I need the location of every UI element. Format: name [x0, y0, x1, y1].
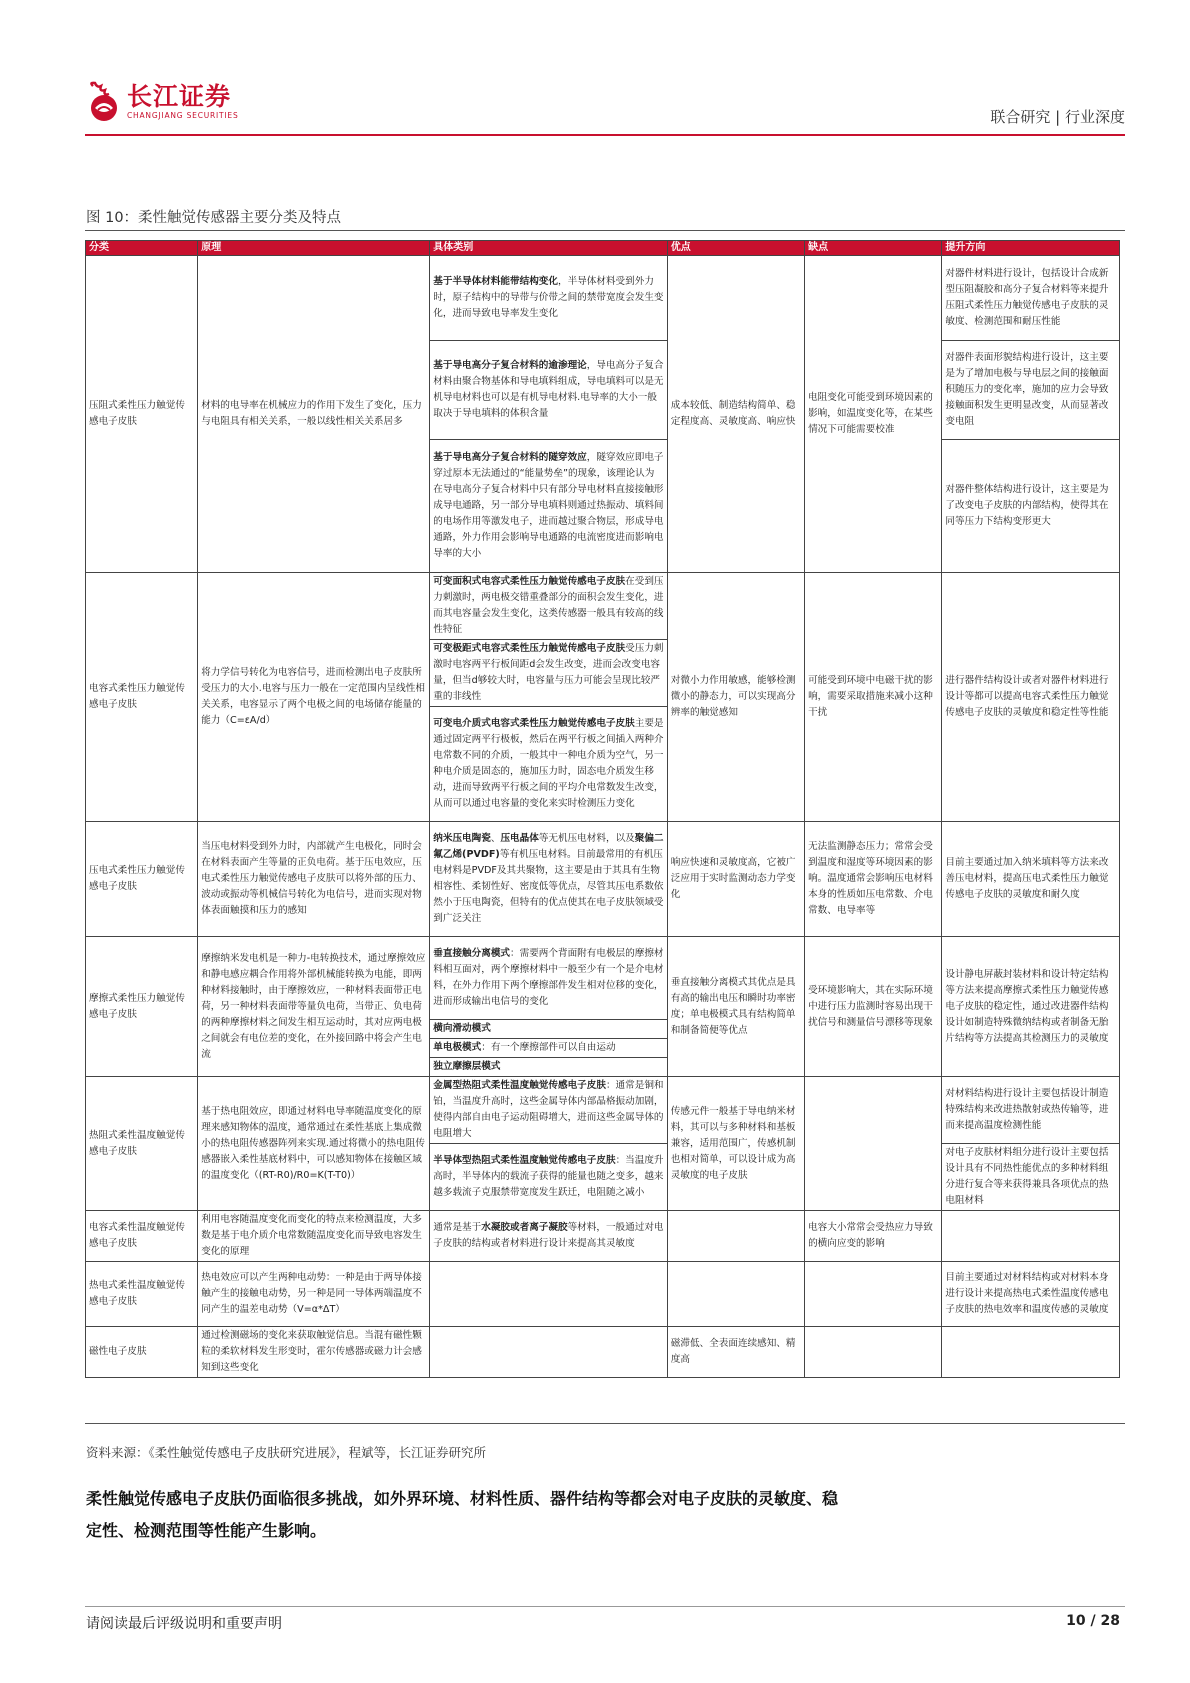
cell-improvement: 对器件整体结构进行设计，这主要是为了改变电子皮肤的内部结构，使得其在同等压力下结构变形更大	[942, 440, 1120, 573]
cell-improvement: 进行器件结构设计或者对器件材料进行设计等都可以提高电容式柔性压力触觉传感电子皮肤的灵敏度和稳定性等性能	[942, 573, 1120, 822]
cell-pros: 磁滞低、全表面连续感知、精度高	[667, 1327, 804, 1378]
col-header-cons: 缺点	[805, 241, 942, 256]
cell-subtype	[430, 640, 668, 707]
cell-principle: 热电效应可以产生两种电动势：一种是由于两导体接触产生的接触电动势，另一种是同一导体两端温度不同产生的温差电动势（V=α*ΔT）	[198, 1262, 430, 1327]
subtype-name: 独立摩擦层模式	[433, 1061, 501, 1072]
subtype-desc: 受压力刺激时电容两平行板间距d会发生改变，进而会改变电容量，但当d够较大时，电容量与压力可能会呈现比较严重的非线性	[433, 643, 664, 702]
cell-pros: 对微小力作用敏感，能够检测微小的静态力，可以实现高分辨率的触觉感知	[667, 573, 804, 822]
subtype-desc: 等无机压电材料，以及	[538, 833, 635, 844]
cell-principle: 利用电容随温度变化而变化的特点来检测温度，大多数是基于电介质介电常数随温度变化而导致电容发生变化的原理	[198, 1211, 430, 1262]
table-header-row	[86, 241, 1120, 256]
cell-cons: 受环境影响大，其在实际环境中进行压力监测时容易出现干扰信号和测量信号漂移等现象	[805, 937, 942, 1077]
cell-subtype	[430, 1144, 668, 1211]
figure-source: 资料来源：《柔性触觉传感电子皮肤研究进展》，程斌等，长江证券研究所	[86, 1445, 487, 1460]
phoenix-logo-icon	[85, 80, 123, 124]
table-row	[86, 1327, 1120, 1378]
subtype-name: 基于导电高分子复合材料的逾渗理论	[433, 360, 587, 371]
cell-subtype	[430, 573, 668, 640]
cell-improvement: 对材料结构进行设计主要包括设计制造特殊结构来改进热散射或热传输等，进而来提高温度检测性能	[942, 1077, 1120, 1144]
cell-cons: 可能受到环境中电磁干扰的影响，需要采取措施来减小这种干扰	[805, 573, 942, 822]
cell-principle: 基于热电阻效应，即通过材料电导率随温度变化的原理来感知物体的温度，通常通过在柔性基底上集成微小的热电阻传感器阵列来实现.通过将微小的热电阻传感器嵌入柔性基底材料中，可以感知物体在接触区域的温度变化（(RT-R0)/R0=K(T-T0)）	[198, 1077, 430, 1211]
cell-principle: 当压电材料受到外力时，内部就产生电极化，同时会在材料表面产生等量的正负电荷。基于压电效应，压电式柔性压力触觉传感电子皮肤可以将外部的压力、波动或振动等机械信号转化为电信号，进而实现对物体表面触摸和压力的感知	[198, 822, 430, 937]
cell-subtype	[430, 1262, 668, 1327]
cell-improvement	[942, 1211, 1120, 1262]
col-header-principle: 原理	[198, 241, 430, 256]
cell-improvement: 设计静电屏蔽封装材料和设计特定结构等方法来提高摩擦式柔性压力触觉传感电子皮肤的稳定性，通过改进器件结构设计如制造特殊微纳结构或者制备无胎片结构等方法提高其检测压力的灵敏度	[942, 937, 1120, 1077]
cell-subtype	[430, 707, 668, 822]
subtype-desc: ：需要两个背面附有电极层的摩擦材料相互面对，两个摩擦材料中一般至少有一个是介电材料，在外力作用下两个摩擦部件发生相对位移的变化，进而形成输出电信号的变化	[433, 948, 664, 1007]
logo-english-name: CHANGJIANG SECURITIES	[127, 111, 239, 120]
table-row	[86, 1211, 1120, 1262]
col-header-improvement: 提升方向	[942, 241, 1120, 256]
cell-pros: 垂直接触分离模式其优点是具有高的输出电压和瞬时功率密度；单电极模式具有结构简单和制备简便等优点	[667, 937, 804, 1077]
table-row	[86, 573, 1120, 640]
subtype-name: 纳米压电陶瓷	[433, 833, 491, 844]
subtype-desc: ，隧穿效应即电子穿过原本无法通过的“能量势垒”的现象，该理论认为在导电高分子复合材料中只有部分导电材料直接接触形成导电通路，另一部分导电填料则通过热振动、填料间的电场作用等激发电子，进而越过聚合物层，形成导电通路，外力作用会影响导电通路的电流密度进而影响电导率的大小	[433, 452, 664, 559]
cell-category: 压电式柔性压力触觉传感电子皮肤	[86, 822, 198, 937]
cell-improvement: 目前主要通过对材料结构或对材料本身进行设计来提高热电式柔性温度传感电子皮肤的热电效率和温度传感的灵敏度	[942, 1262, 1120, 1327]
cell-pros: 响应快速和灵敏度高，它被广泛应用于实时监测动态力学变化	[667, 822, 804, 937]
cell-pros	[667, 1211, 804, 1262]
subtype-name: 聚偏二氟乙烯(PVDF)	[433, 833, 664, 860]
cell-subtype	[430, 822, 668, 937]
table-row	[86, 937, 1120, 1020]
subtype-desc: ，导电高分子复合材料由聚合物基体和导电填料组成，导电填料可以是无机导电材料也可以是有机导电材料.电导率的大小一般取决于导电填料的体积含量	[433, 360, 664, 419]
cell-cons	[805, 1262, 942, 1327]
subtype-name: 横向滑动模式	[433, 1023, 491, 1034]
subtype-desc: 通常是基于	[433, 1222, 482, 1233]
subtype-name: 单电极模式	[433, 1042, 482, 1053]
cell-pros: 传感元件一般基于导电纳米材料，其可以与多种材料和基板兼容，适用范围广，传感机制也相对简单，可以设计成为高灵敏度的电子皮肤	[667, 1077, 804, 1211]
table-row	[86, 1262, 1120, 1327]
cell-subtype	[430, 341, 668, 440]
subtype-desc: ，半导体材料受到外力时，原子结构中的导带与价带之间的禁带宽度会发生变化，进而导致电导率发生变化	[433, 276, 664, 319]
subtype-name: 可变极距式电容式柔性压力触觉传感电子皮肤	[433, 643, 626, 654]
cell-improvement	[942, 1327, 1120, 1378]
cell-subtype	[430, 1211, 668, 1262]
cell-category: 磁性电子皮肤	[86, 1327, 198, 1378]
cell-cons	[805, 1077, 942, 1211]
source-divider	[85, 1423, 1125, 1424]
subtype-name: 压电晶体	[500, 833, 539, 844]
cell-improvement: 对电子皮肤材料组分进行设计主要包括设计具有不同热性能优点的多种材料组分进行复合等来获得兼具各项优点的热电阻材料	[942, 1144, 1120, 1211]
cell-category: 热阻式柔性温度触觉传感电子皮肤	[86, 1077, 198, 1211]
cell-cons: 电容大小常常会受热应力导致的横向应变的影响	[805, 1211, 942, 1262]
cell-subtype	[430, 1020, 668, 1039]
col-header-subtype: 具体类别	[430, 241, 668, 256]
sensor-classification-table	[85, 240, 1120, 1378]
cell-principle: 摩擦纳米发电机是一种力-电转换技术，通过摩擦效应和静电感应耦合作用将外部机械能转换为电能，即两种材料接触时，由于摩擦效应，一种材料表面带正电荷，另一种材料表面带等量负电荷，当带正、负电荷的两种摩擦材料之间发生相互运动时，其对应两电极之间就会有电位差的变化，在外接回路中将会产生电流	[198, 937, 430, 1077]
table-row	[86, 822, 1120, 937]
subtype-desc: 等材料，一般通过对电子皮肤的结构或者材料进行设计来提高其灵敏度	[433, 1222, 664, 1249]
subtype-desc: ：有一个摩擦部件可以自由运动	[481, 1042, 616, 1053]
cell-cons: 无法监测静态压力；常常会受到温度和湿度等环境因素的影响。温度通常会影响压电材料本身的性质如压电常数、介电常数、电导率等	[805, 822, 942, 937]
table-row	[86, 1077, 1120, 1144]
cell-cons	[805, 1327, 942, 1378]
footer-divider	[85, 1606, 1125, 1607]
subtype-desc: 主要是通过固定两平行极板，然后在两平行板之间插入两种介电常数不同的介质，一般其中一种电介质为空气，另一种电介质是固态的，施加压力时，固态电介质发生移动，进而导致两平行板之间的平均介电常数发生改变，从而可以通过电容量的变化来实时检测压力变化	[433, 718, 664, 809]
table-row	[86, 256, 1120, 341]
cell-subtype	[430, 1039, 668, 1058]
cell-pros	[667, 1262, 804, 1327]
figure-title: 图 10：柔性触觉传感器主要分类及特点	[86, 210, 342, 226]
cell-principle: 材料的电导率在机械应力的作用下发生了变化，压力与电阻具有相关关系，一般以线性相关关系居多	[198, 256, 430, 573]
cell-subtype	[430, 256, 668, 341]
col-header-category: 分类	[86, 241, 198, 256]
cell-category: 热电式柔性温度触觉传感电子皮肤	[86, 1262, 198, 1327]
body-paragraph: 柔性触觉传感电子皮肤仍面临很多挑战，如外界环境、材料性质、器件结构等都会对电子皮肤的灵敏度、稳定性、检测范围等性能产生影响。	[86, 1489, 839, 1540]
report-type: 联合研究 | 行业深度	[990, 108, 1125, 126]
footer-disclaimer: 请阅读最后评级说明和重要声明	[86, 1616, 282, 1632]
cell-category: 电容式柔性压力触觉传感电子皮肤	[86, 573, 198, 822]
cell-category: 电容式柔性温度触觉传感电子皮肤	[86, 1211, 198, 1262]
subtype-name: 基于半导体材料能带结构变化	[433, 276, 558, 287]
subtype-name: 金属型热阻式柔性温度触觉传感电子皮肤	[433, 1080, 606, 1091]
figure-title-divider	[85, 230, 1125, 231]
subtype-name: 可变面积式电容式柔性压力触觉传感电子皮肤	[433, 576, 626, 587]
logo-chinese-name: 长江证券	[127, 82, 232, 111]
cell-improvement: 对器件材料进行设计，包括设计合成新型压阻凝胶和高分子复合材料等来提升压阻式柔性压力触觉传感电子皮肤的灵敏度、检测范围和耐压性能	[942, 256, 1120, 341]
subtype-name: 水凝胶或者离子凝胶	[481, 1222, 568, 1233]
cell-cons: 电阻变化可能受到环境因素的影响，如温度变化等，在某些情况下可能需要校准	[805, 256, 942, 573]
header-divider	[85, 134, 1125, 136]
company-logo	[85, 80, 239, 124]
subtype-desc: 、	[490, 833, 501, 844]
subtype-name: 垂直接触分离模式	[433, 948, 511, 959]
subtype-desc: ：通常是铜和铂，当温度升高时，这些金属导体内部晶格振动加剧，使得内部自由电子运动阻碍增大，进而这些金属导体的电阻增大	[433, 1080, 664, 1139]
cell-improvement: 目前主要通过加入纳米填料等方法来改善压电材料，提高压电式柔性压力触觉传感电子皮肤的灵敏度和耐久度	[942, 822, 1120, 937]
cell-pros: 成本较低、制造结构简单、稳定程度高、灵敏度高、响应快	[667, 256, 804, 573]
page-number: 10 / 28	[1066, 1613, 1120, 1629]
subtype-desc: 在受到压力刺激时，两电极交错重叠部分的面积会发生变化，进而其电容量会发生变化，这类传感器一般具有较高的线性特征	[433, 576, 664, 635]
cell-principle: 通过检测磁场的变化来获取触觉信息。当混有磁性颗粒的柔软材料发生形变时，霍尔传感器或磁力计会感知到这些变化	[198, 1327, 430, 1378]
cell-subtype	[430, 440, 668, 573]
subtype-name: 半导体型热阻式柔性温度触觉传感电子皮肤	[433, 1155, 616, 1166]
cell-category: 压阻式柔性压力触觉传感电子皮肤	[86, 256, 198, 573]
cell-category: 摩擦式柔性压力触觉传感电子皮肤	[86, 937, 198, 1077]
cell-subtype	[430, 1077, 668, 1144]
page-header	[85, 80, 1125, 136]
col-header-pros: 优点	[667, 241, 804, 256]
cell-subtype	[430, 1058, 668, 1077]
subtype-desc: ：当温度升高时，半导体内的载流子获得的能量也随之变多，越来越多载流子克服禁带宽度发生跃迁，电阻随之减小	[433, 1155, 664, 1198]
cell-subtype	[430, 937, 668, 1020]
subtype-name: 基于导电高分子复合材料的隧穿效应	[433, 452, 587, 463]
cell-principle: 将力学信号转化为电容信号，进而检测出电子皮肤所受压力的大小.电容与压力一般在一定范围内呈线性相关关系，电容显示了两个电极之间的电场储存能量的能力（C=εA/d）	[198, 573, 430, 822]
cell-improvement: 对器件表面形貌结构进行设计，这主要是为了增加电极与导电层之间的接触面积随压力的变化率，施加的应力会导致接触面积发生更明显改变，从而显著改变电阻	[942, 341, 1120, 440]
subtype-name: 可变电介质式电容式柔性压力触觉传感电子皮肤	[433, 718, 635, 729]
cell-subtype	[430, 1327, 668, 1378]
subtype-desc: 等有机压电材料。目前最常用的有机压电材料是PVDF及其共聚物，这主要是由于其具有生物相容性、柔韧性好、密度低等优点，尽管其压电系数依然小于压电陶瓷，但特有的优点使其在电子皮肤领域受到广泛关注	[433, 849, 664, 924]
